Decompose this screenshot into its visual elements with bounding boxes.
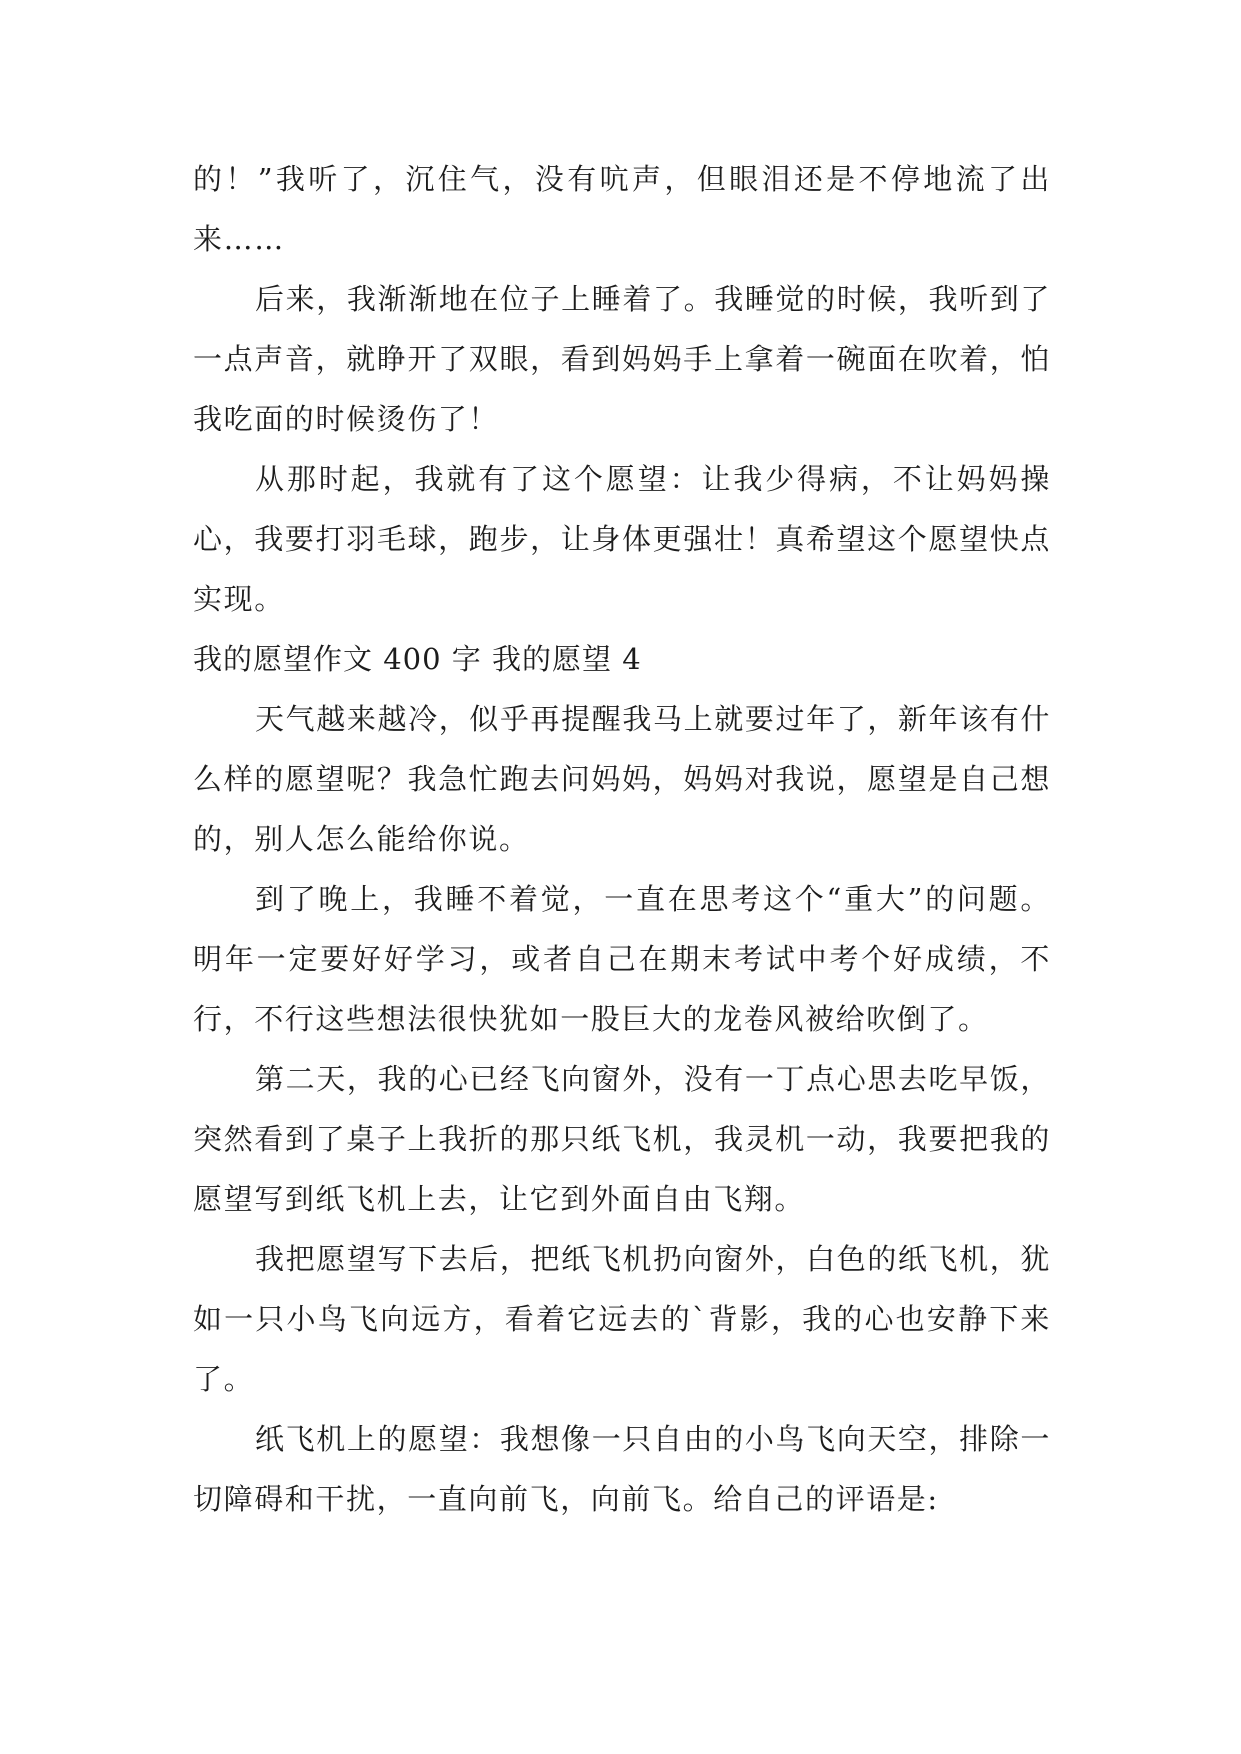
paragraph-6: 第二天，我的心已经飞向窗外，没有一丁点心思去吃早饭，突然看到了桌子上我折的那只纸飞机，我灵机一动，我要把我的愿望写到纸飞机上去，让它到外面自由飞翔。 bbox=[193, 1062, 1051, 1216]
section-heading: 我的愿望作文 400 字 我的愿望 4 bbox=[193, 642, 642, 676]
paragraph-4: 天气越来越冷，似乎再提醒我马上就要过年了，新年该有什么样的愿望呢？我急忙跑去问妈妈，妈妈对我说，愿望是自己想的，别人怎么能给你说。 bbox=[193, 702, 1051, 856]
paragraph-8: 纸飞机上的愿望：我想像一只自由的小鸟飞向天空，排除一切障碍和干扰，一直向前飞，向前飞。给自己的评语是: bbox=[193, 1422, 1051, 1516]
paragraph-5: 到了晚上，我睡不着觉，一直在思考这个“重大”的问题。明年一定要好好学习，或者自己在期末考试中考个好成绩，不行，不行这些想法很快犹如一股巨大的龙卷风被给吹倒了。 bbox=[193, 882, 1051, 1036]
paragraph-1: 的！”我听了，沉住气，没有吭声，但眼泪还是不停地流了出来…… bbox=[193, 162, 1051, 256]
document-body bbox=[193, 149, 1051, 1529]
paragraph-7: 我把愿望写下去后，把纸飞机扔向窗外，白色的纸飞机，犹如一只小鸟飞向远方，看着它远去的`背影，我的心也安静下来了。 bbox=[193, 1242, 1051, 1396]
paragraph-2: 后来，我渐渐地在位子上睡着了。我睡觉的时候，我听到了一点声音，就睁开了双眼，看到妈妈手上拿着一碗面在吹着，怕我吃面的时候烫伤了！ bbox=[193, 282, 1051, 436]
paragraph-3: 从那时起，我就有了这个愿望：让我少得病，不让妈妈操心，我要打羽毛球，跑步，让身体更强壮！真希望这个愿望快点实现。 bbox=[193, 462, 1051, 616]
